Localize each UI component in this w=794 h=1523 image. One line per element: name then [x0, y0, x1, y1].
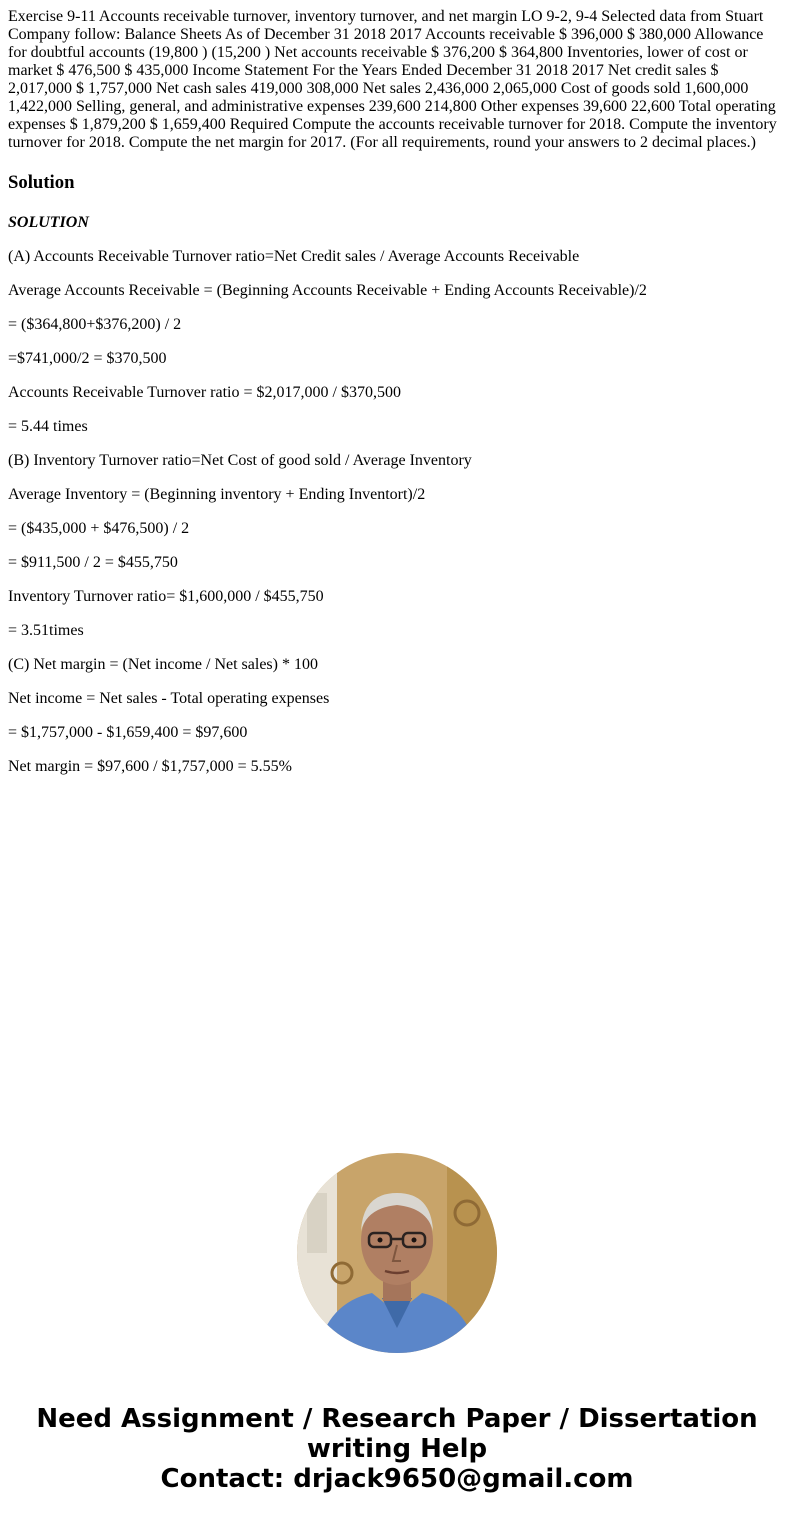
solution-line: Net margin = $97,600 / $1,757,000 = 5.55%	[8, 758, 292, 775]
solution-line: = 5.44 times	[8, 418, 88, 435]
solution-line: Average Inventory = (Beginning inventory + Ending Inventort)/2	[8, 486, 426, 503]
solution-line: = ($364,800+$376,200) / 2	[8, 316, 182, 333]
solution-line: (C) Net margin = (Net income / Net sales) * 100	[8, 656, 318, 673]
question-text: Exercise 9-11 Accounts receivable turnover, inventory turnover, and net margin LO 9-2, 9-4 Selected data from Stuart Company follow: Balance Sheets As of December 31 2018 2017 Accounts receivable $ 396,000 $ 380,000 Allowance for doubtful accounts (19,800 ) (15,200 ) Net accounts receivable $ 376,200 $ 364,800 Inventories, lower of cost or market $ 476,500 $ 435,000 Income Statement For the Years Ended December 31 2018 2017 Net credit sales $ 2,017,000 $ 1,757,000 Net cash sales 419,000 308,000 Net sales 2,436,000 2,065,000 Cost of goods sold 1,600,000 1,422,000 Selling, general, and administrative expenses 239,600 214,800 Other expenses 39,600 22,600 Total operating expenses $ 1,879,200 $ 1,659,400 Required Compute the accounts receivable turnover for 2018. Compute the inventory turnover for 2018. Compute the net margin for 2017. (For all requirements, round your answers to 2 decimal places.)	[8, 8, 777, 151]
promo-line-2: writing Help	[306, 1434, 488, 1464]
solution-line: (A) Accounts Receivable Turnover ratio=Net Credit sales / Average Accounts Receivable	[8, 248, 580, 265]
promo-banner	[0, 1404, 794, 1494]
solution-line: =$741,000/2 = $370,500	[8, 350, 167, 367]
solution-heading: Solution	[8, 172, 75, 193]
solution-line: Inventory Turnover ratio= $1,600,000 / $455,750	[8, 588, 324, 605]
promo-contact[interactable]: Contact: drjack9650@gmail.com	[160, 1464, 634, 1494]
solution-line: = $1,757,000 - $1,659,400 = $97,600	[8, 724, 248, 741]
solution-line: Net income = Net sales - Total operating expenses	[8, 690, 330, 707]
person-photo-icon	[297, 1153, 497, 1353]
solution-line: Accounts Receivable Turnover ratio = $2,017,000 / $370,500	[8, 384, 401, 401]
promo-line-1: Need Assignment / Research Paper / Dissertation	[36, 1404, 758, 1434]
solution-label: SOLUTION	[8, 214, 89, 231]
solution-line: (B) Inventory Turnover ratio=Net Cost of good sold / Average Inventory	[8, 452, 472, 469]
solution-line: = 3.51times	[8, 622, 84, 639]
solution-line: Average Accounts Receivable = (Beginning Accounts Receivable + Ending Accounts Receivable)/2	[8, 282, 647, 299]
solution-line: = ($435,000 + $476,500) / 2	[8, 520, 190, 537]
solution-line: = $911,500 / 2 = $455,750	[8, 554, 178, 571]
